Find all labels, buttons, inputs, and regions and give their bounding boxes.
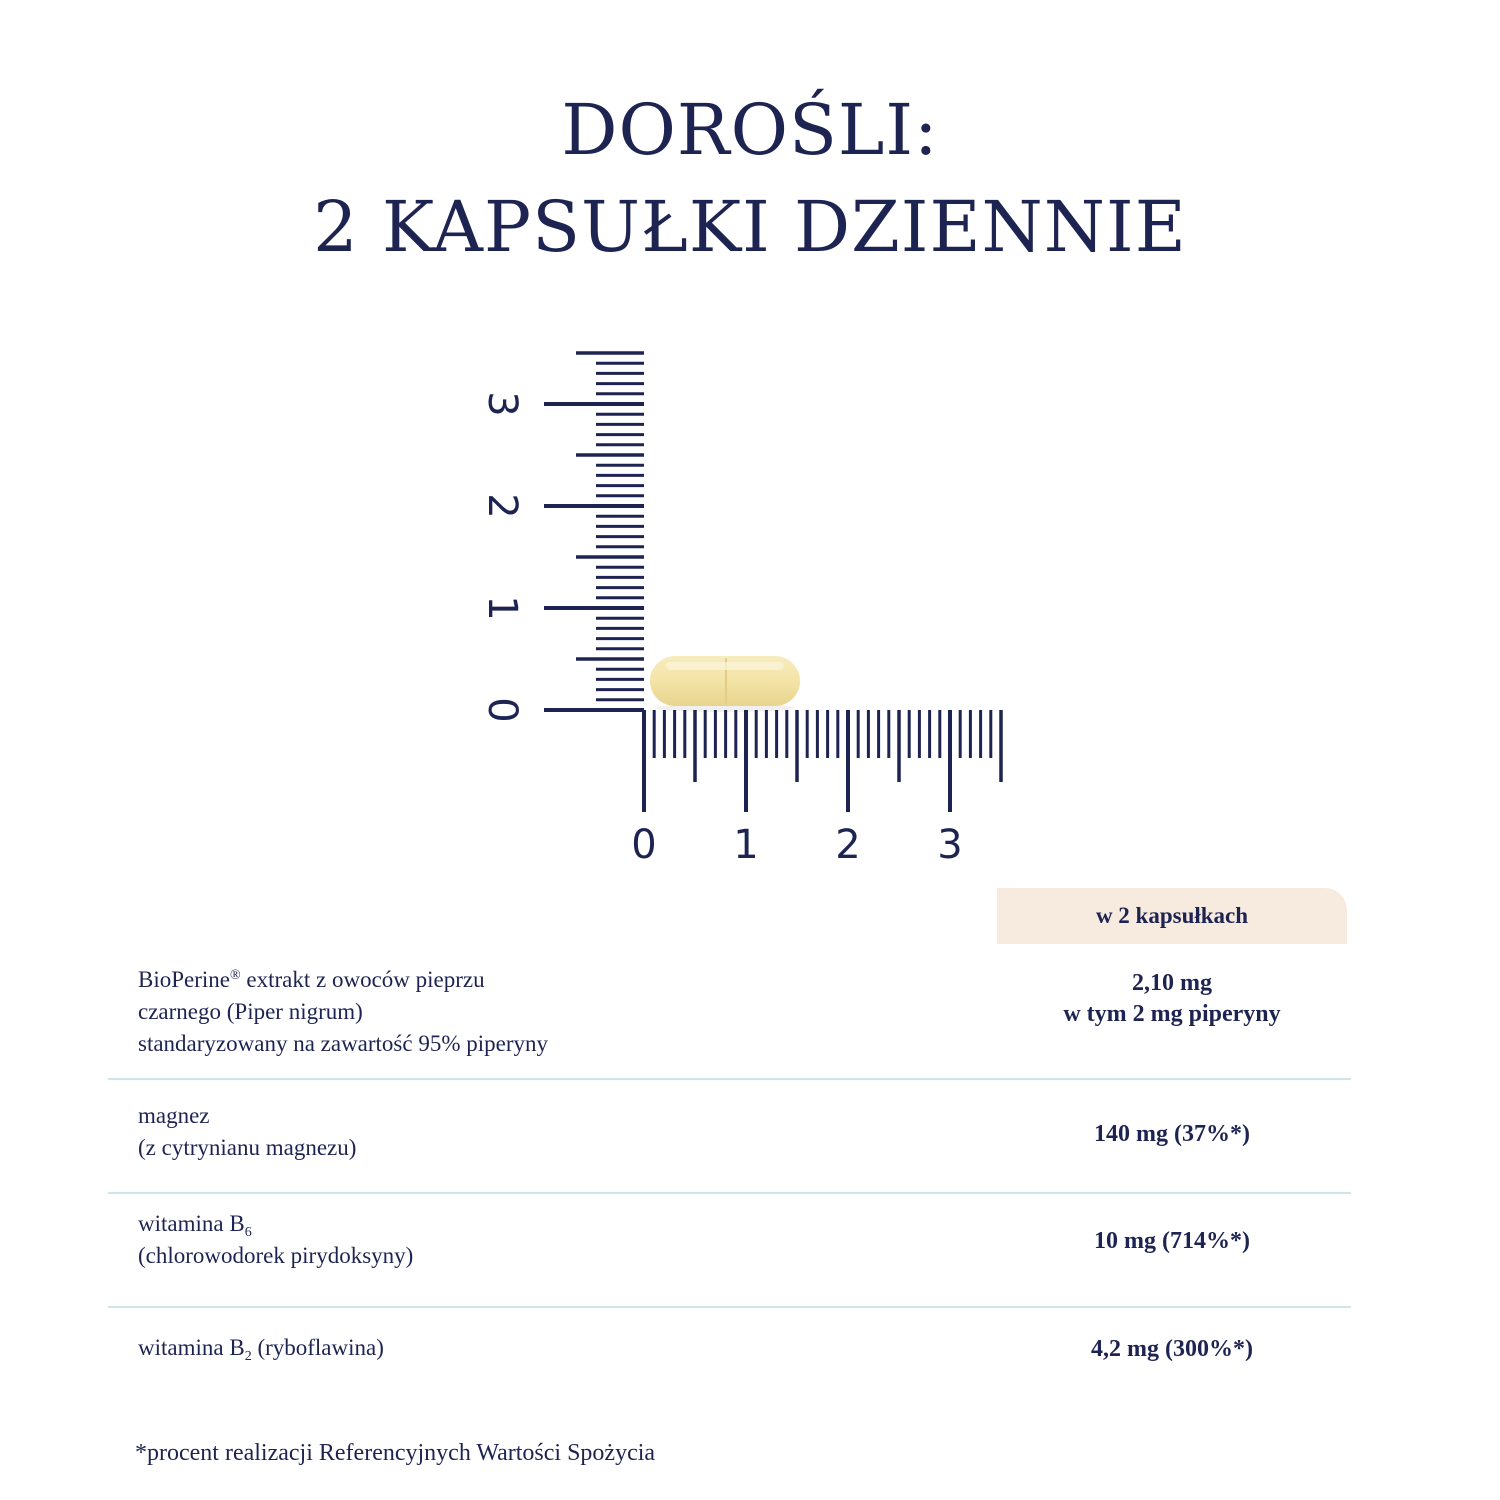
vertical-ruler-ticks	[544, 353, 644, 710]
horizontal-tick-label-0: 0	[631, 822, 657, 868]
table-row	[108, 1192, 1351, 1308]
column-header-per-2-capsules: w 2 kapsułkach	[997, 888, 1347, 944]
ingredient-value: 4,2 mg (300%*)	[1091, 1336, 1253, 1362]
vertical-tick-label-1: 1	[479, 595, 525, 621]
page-title-line1: DOROŚLI:	[561, 89, 939, 171]
ingredient-name: witamina $B_6$ (chlorowodorek pirydoksyny)	[138, 1211, 414, 1268]
ingredient-value: 140 mg (37%*)	[1094, 1121, 1250, 1147]
horizontal-tick-label-2: 2	[835, 822, 861, 868]
ingredient-value: 10 mg (714%*)	[1094, 1228, 1250, 1254]
ingredient-value: 2,10 mg w tym 2 mg piperyny	[1063, 970, 1281, 1027]
table-row	[108, 1306, 1351, 1396]
ruler-illustration	[470, 340, 1030, 880]
capsule-image	[650, 656, 800, 712]
ingredient-name: magnez (z cytrynianu magnezu)	[138, 1103, 357, 1160]
horizontal-tick-label-1: 1	[733, 822, 759, 868]
ingredient-name: witamina $B_2$ (ryboflawina)	[138, 1335, 384, 1364]
vertical-tick-label-2: 2	[479, 493, 525, 519]
ingredient-name: BioPerine® extrakt z owoców pieprzu czarnego (Piper nigrum) standaryzowany na zawartość 95% piperyny	[138, 967, 549, 1056]
page-title-line2: 2 KAPSUŁKI DZIENNIE	[313, 186, 1187, 268]
table-row	[108, 950, 1351, 1080]
horizontal-ruler-ticks	[644, 710, 1001, 812]
vertical-tick-label-3: 3	[479, 391, 525, 417]
horizontal-tick-label-3: 3	[937, 822, 963, 868]
table-row	[108, 1078, 1351, 1194]
footnote: *procent realizacji Referencyjnych Wartości Spożycia	[135, 1440, 656, 1466]
vertical-tick-label-0: 0	[479, 697, 525, 723]
